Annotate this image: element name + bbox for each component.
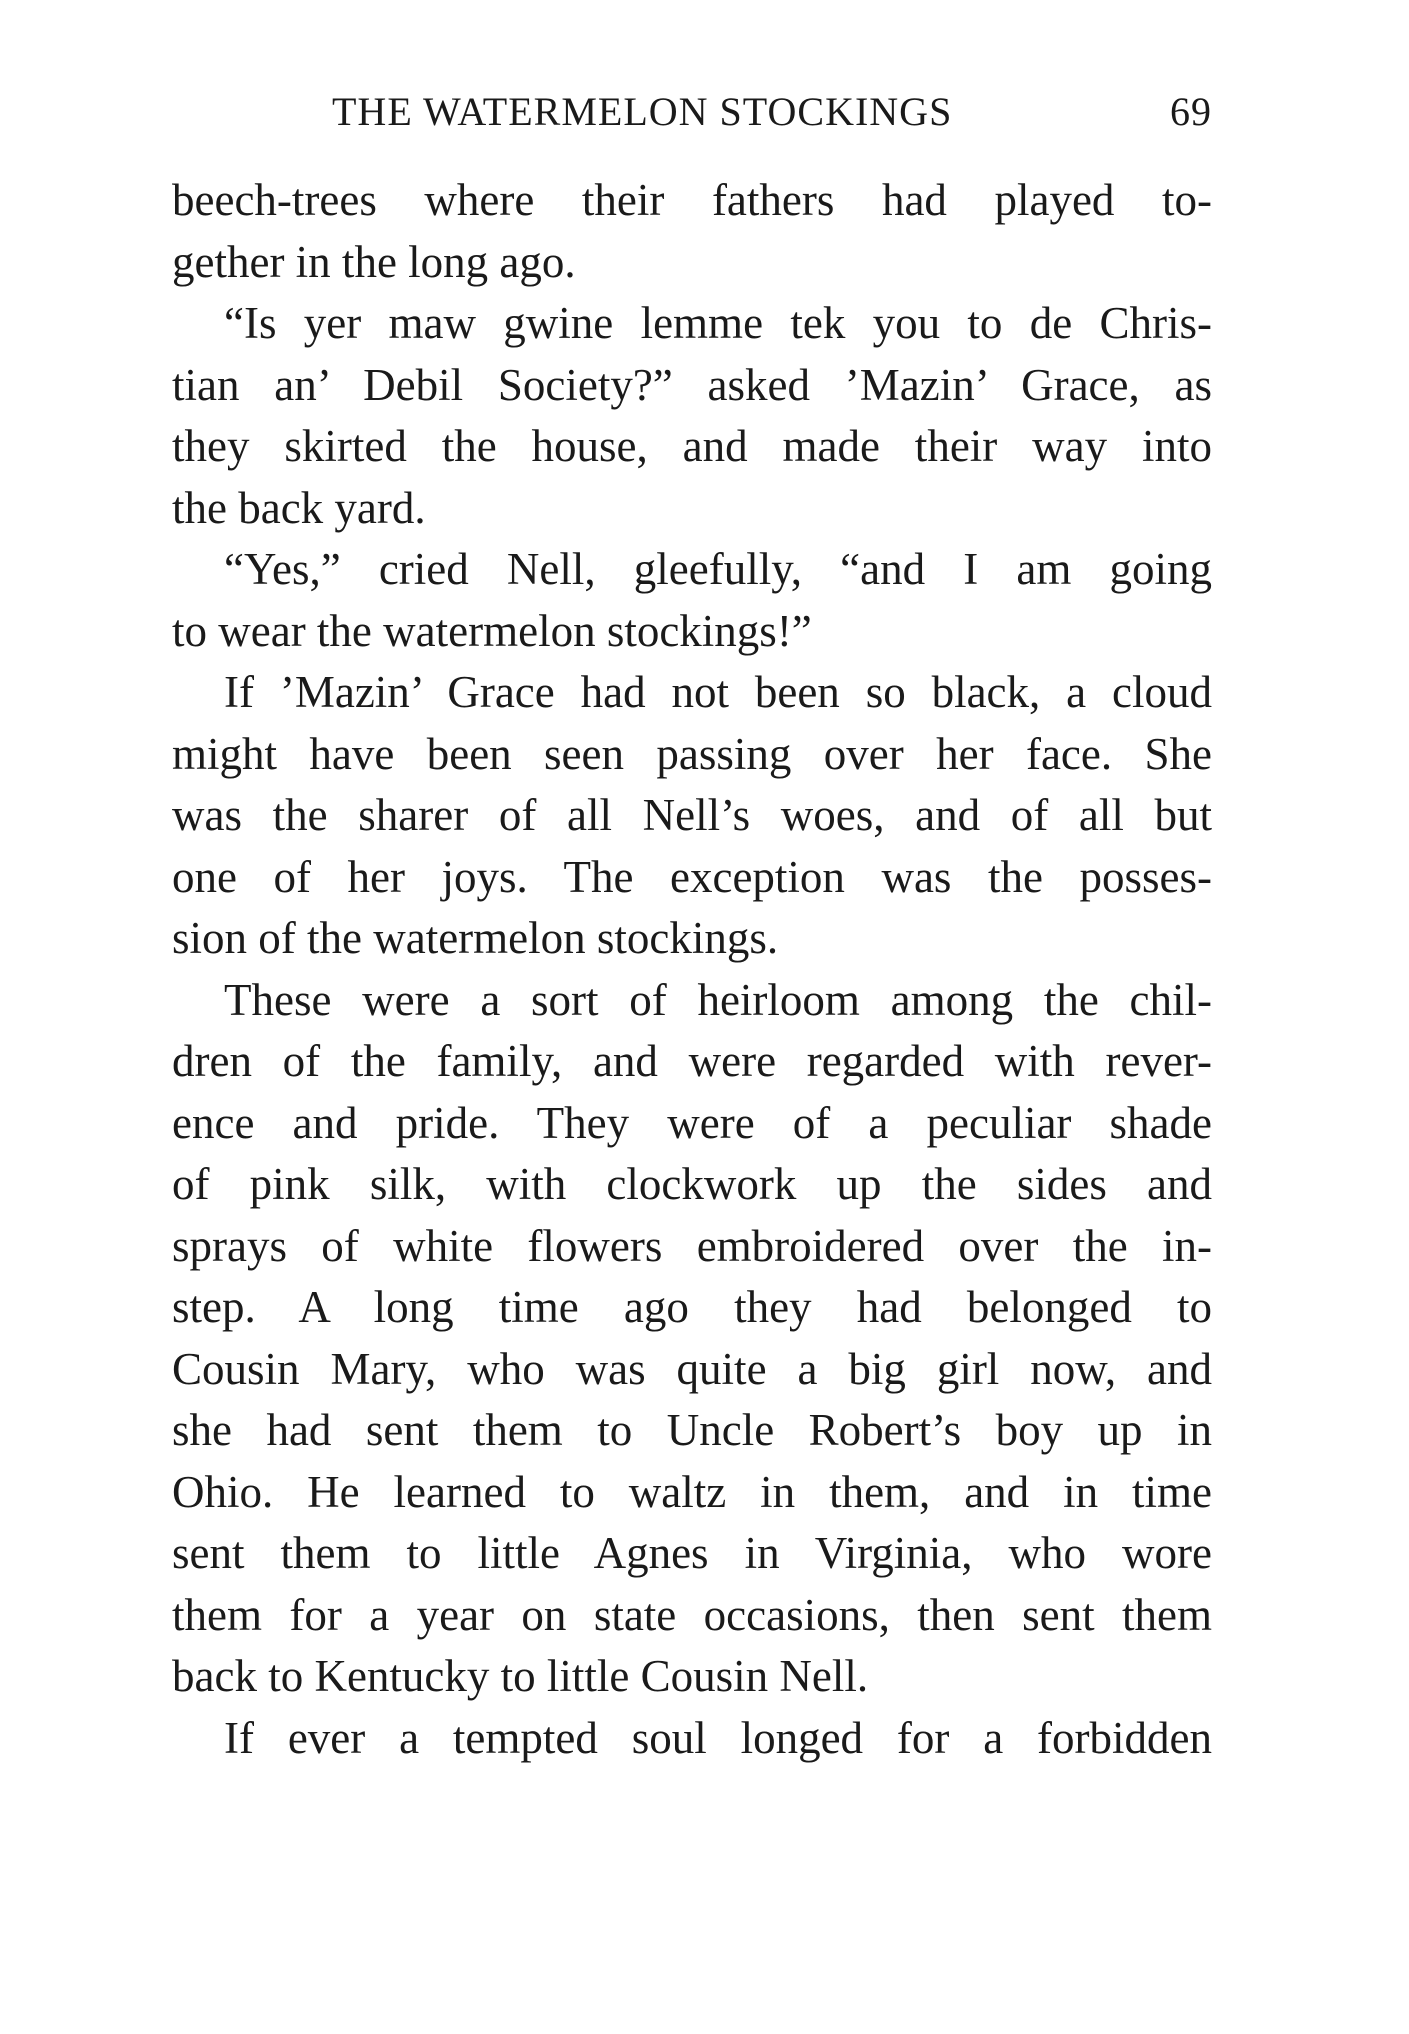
text-line: of pink silk, with clockwork up the sides and — [172, 1159, 1212, 1209]
running-title: THE WATERMELON STOCKINGS — [332, 89, 953, 134]
running-head — [172, 88, 1212, 148]
text-line: might have been seen passing over her face. She — [172, 728, 1212, 779]
text-line: If ever a tempted soul longed for a forbidden — [224, 1712, 1212, 1763]
text-line: “Yes,” cried Nell, gleefully, “and I am going — [224, 544, 1212, 594]
text-line: was the sharer of all Nell’s woes, and of all but — [172, 790, 1212, 840]
text-line: step. A long time ago they had belonged to — [172, 1282, 1212, 1332]
text-line: the back yard. — [172, 482, 426, 533]
text-line: ence and pride. They were of a peculiar shade — [172, 1097, 1212, 1148]
text-line: sprays of white flowers embroidered over the in- — [172, 1220, 1212, 1271]
text-line: Ohio. He learned to waltz in them, and in time — [172, 1466, 1212, 1517]
text-line: she had sent them to Uncle Robert’s boy up in — [172, 1405, 1212, 1455]
page-number: 69 — [1170, 89, 1212, 134]
text-line: These were a sort of heirloom among the chil- — [224, 974, 1212, 1025]
body-text — [172, 170, 1212, 1769]
text-line: sent them to little Agnes in Virginia, who wore — [172, 1528, 1212, 1578]
text-line: dren of the family, and were regarded with rever- — [172, 1036, 1212, 1086]
text-line: gether in the long ago. — [172, 236, 576, 287]
text-line: back to Kentucky to little Cousin Nell. — [172, 1651, 869, 1701]
text-line: to wear the watermelon stockings!” — [172, 605, 812, 656]
text-line: Cousin Mary, who was quite a big girl now, and — [172, 1343, 1212, 1394]
text-line: “Is yer maw gwine lemme tek you to de Chris- — [224, 298, 1212, 348]
text-line: one of her joys. The exception was the posses- — [172, 851, 1212, 902]
text-line: tian an’ Debil Society?” asked ’Mazin’ Grace, as — [172, 359, 1212, 410]
text-line: beech-trees where their fathers had played to- — [172, 175, 1212, 225]
text-line: If ’Mazin’ Grace had not been so black, a cloud — [224, 667, 1212, 717]
text-line: they skirted the house, and made their way into — [172, 421, 1212, 471]
text-line: sion of the watermelon stockings. — [172, 913, 779, 963]
text-line: them for a year on state occasions, then sent them — [172, 1589, 1212, 1640]
